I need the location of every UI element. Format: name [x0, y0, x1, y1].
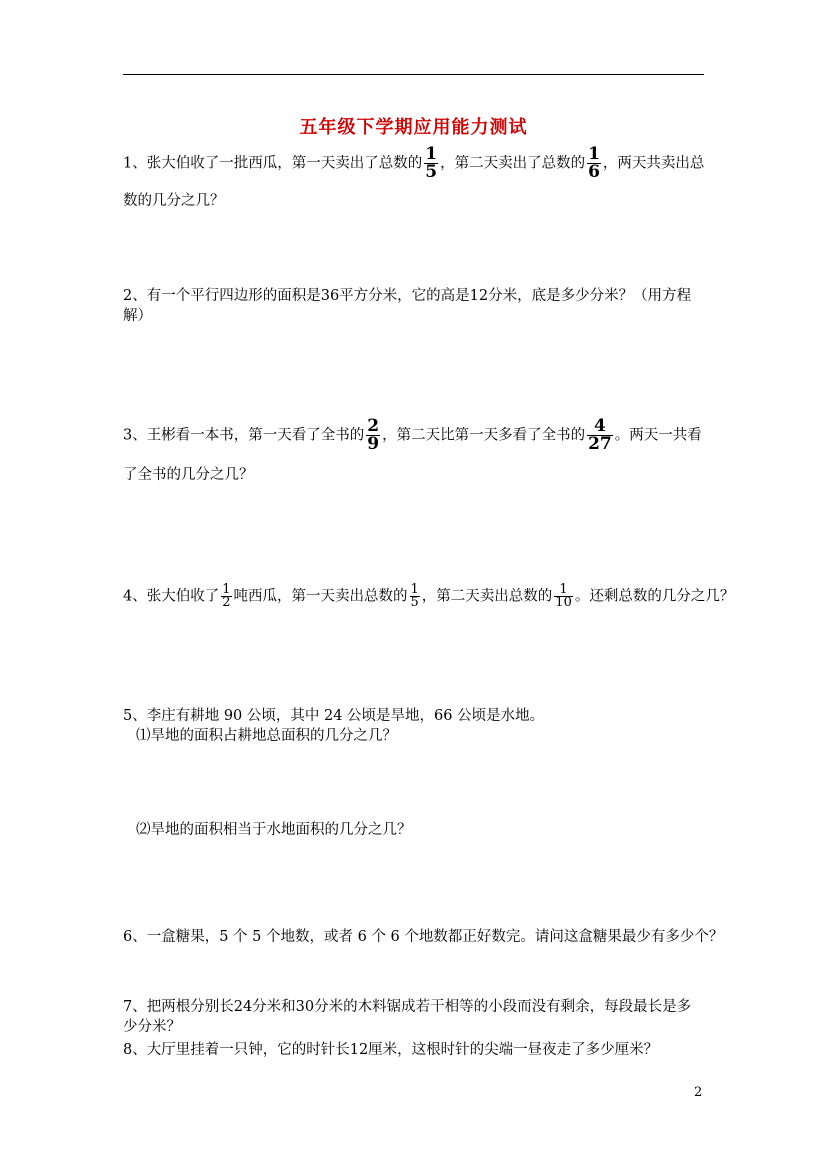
question-5-sub-2: ⑵旱地的面积相当于水地面积的几分之几？ [136, 822, 412, 838]
question-2-line-1: 2、有一个平行四边形的面积是36平方分米，它的高是12分米，底是多少分米？（用方程 [123, 288, 692, 304]
question-6-line-1: 6、一盒糖果，5 个 5 个地数，或者 6 个 6 个地数都正好数完。请问这盒糖果最少有多少个？ [123, 929, 724, 945]
fraction: $\frac{1}{5}$ [410, 582, 419, 610]
question-5-line-1: 5、李庄有耕地 90 公顷，其中 24 公顷是旱地，66 公顷是水地。 [123, 708, 545, 724]
header-rule [123, 74, 704, 75]
question-7-line-2: 少分米？ [123, 1019, 181, 1035]
question-5-sub-1: ⑴旱地的面积占耕地总面积的几分之几？ [136, 728, 397, 744]
question-7-line-1: 7、把两根分别长24分米和30分米的木料锯成若干相等的小段而没有剩余，每段最长是多 [123, 999, 692, 1015]
fraction: $\frac{1}{5}$ [425, 144, 438, 182]
question-8-line-1: 8、大厅里挂着一只钟，它的时针长12厘米，这根时针的尖端一昼夜走了多少厘米？ [123, 1042, 659, 1058]
fraction: $\frac{1}{2}$ [222, 582, 231, 610]
fraction: $\frac{1}{10}$ [555, 582, 572, 610]
fraction: $\frac{2}{9}$ [367, 416, 380, 454]
page-title: 五年级下学期应用能力测试 [299, 117, 528, 138]
fraction: $\frac{4}{27}$ [588, 416, 612, 454]
question-3-line-1: 3、王彬看一本书，第一天看了全书的 $\frac{2}{9}$ ，第二天比第一天多看了全书的 $\frac{4}{27}$ 。两天一共看 [123, 416, 702, 454]
question-4-line-1: 4、张大伯收了 $\frac{1}{2}$ 吨西瓜，第一天卖出总数的 $\frac{1}{5}$ ，第二天卖出总数的 $\frac{1}{10}$ 。还剩总数的几分之几？ [123, 582, 735, 610]
question-2-line-2: 解） [123, 308, 152, 324]
question-3-line-2: 了全书的几分之几？ [123, 467, 254, 483]
fraction: $\frac{1}{6}$ [588, 144, 600, 182]
question-1-line-1: 1、张大伯收了一批西瓜，第一天卖出了总数的 $\frac{1}{5}$ ，第二天卖出了总数的 $\frac{1}{6}$ ，两天共卖出总 [123, 144, 705, 182]
question-1-line-2: 数的几分之几？ [123, 193, 225, 209]
page-number: 2 [694, 1085, 703, 1100]
